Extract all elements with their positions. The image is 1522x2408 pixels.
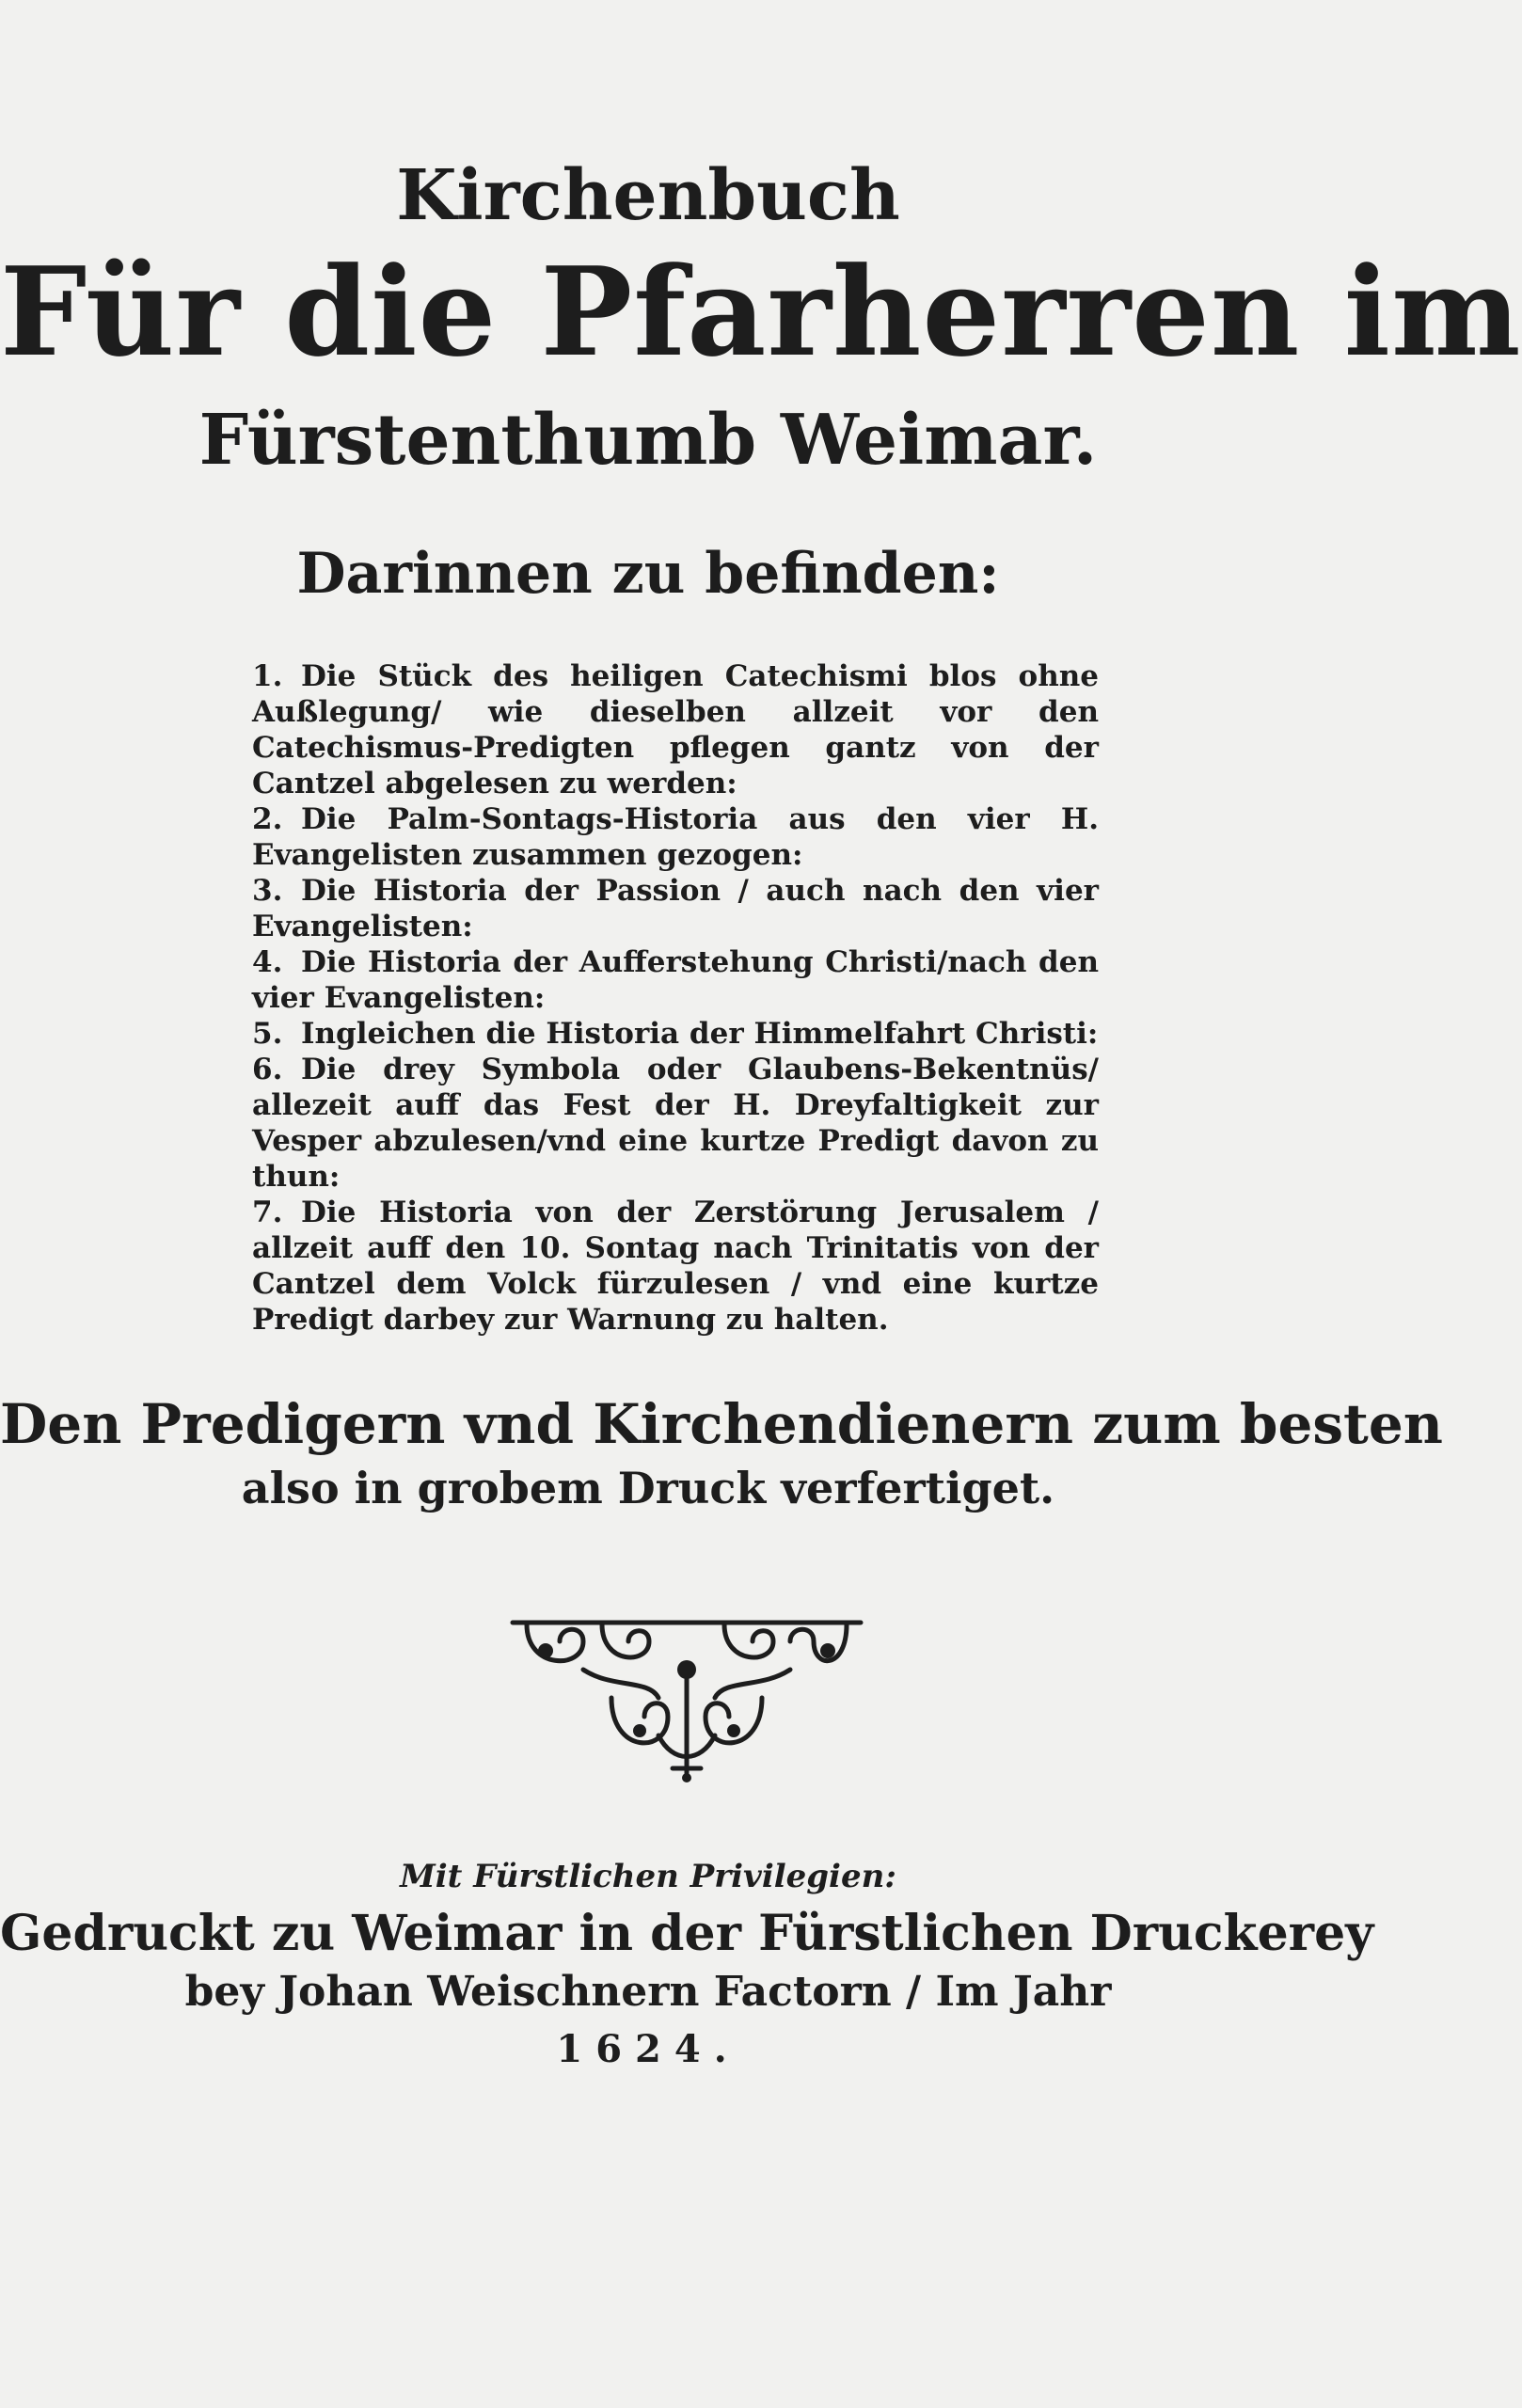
item-text: Die Historia von der Zerstörung Jerusalem / allzeit auff den 10. Sontag nach Trinitatis von der Cantzel dem Volck fürzulesen / vnd eine kurtze Predigt darbey zur Warnung zu halten. — [252, 1196, 1099, 1337]
item-number: 3. — [252, 874, 283, 908]
item-text: Die Historia der Passion / auch nach den vier Evangelisten: — [252, 874, 1099, 943]
list-item — [252, 1195, 1099, 1338]
list-item — [252, 658, 1099, 801]
title-line-1: Kirchenbuch — [396, 155, 900, 236]
contents-list — [252, 658, 1099, 1338]
list-item — [252, 801, 1099, 873]
title-line-2: Für die Pfarherren im — [0, 240, 1522, 384]
list-item — [252, 873, 1099, 944]
list-item — [252, 944, 1099, 1016]
contents-heading: Darinnen zu befinden: — [296, 541, 1000, 607]
item-text: Ingleichen die Historia der Himmelfahrt Christi: — [301, 1017, 1099, 1051]
item-text: Die Stück des heiligen Catechismi blos ohne Außlegung/ wie dieselben allzeit vor den Catechismus-Predigten pflegen gantz von der Cantzel abgelesen zu werden: — [252, 659, 1099, 800]
imprint-line-1: Gedruckt zu Weimar in der Fürstlichen Druckerey — [0, 1905, 1374, 1962]
item-number: 4. — [252, 945, 283, 979]
item-number: 1. — [252, 659, 283, 693]
list-item — [252, 1052, 1099, 1195]
title-line-3: Fürstenthumb Weimar. — [198, 400, 1098, 481]
imprint-year: 1624. — [556, 2027, 740, 2071]
item-text: Die Historia der Aufferstehung Christi/nach den vier Evangelisten: — [252, 945, 1099, 1015]
privilege-line: Mit Fürstlichen Privilegien: — [400, 1858, 896, 1895]
dedication-line-1: Den Predigern vnd Kirchendienern zum besten — [0, 1392, 1443, 1456]
scroll-ornament-icon — [508, 1613, 865, 1782]
item-number: 2. — [252, 802, 283, 836]
item-text: Die Palm-Sontags-Historia aus den vier H. Evangelisten zusammen gezogen: — [252, 802, 1099, 872]
item-text: Die drey Symbola oder Glaubens-Bekentnüs/ allezeit auff das Fest der H. Dreyfaltigkeit zur Vesper abzulesen/vnd eine kurtze Predigt davon zu thun: — [252, 1053, 1099, 1194]
item-number: 5. — [252, 1017, 283, 1051]
imprint-line-2: bey Johan Weischnern Factorn / Im Jahr — [184, 1968, 1112, 2016]
list-item — [252, 1016, 1099, 1052]
dedication-line-2: also in grobem Druck verfertiget. — [241, 1463, 1055, 1513]
item-number: 6. — [252, 1053, 283, 1086]
item-number: 7. — [252, 1196, 283, 1229]
